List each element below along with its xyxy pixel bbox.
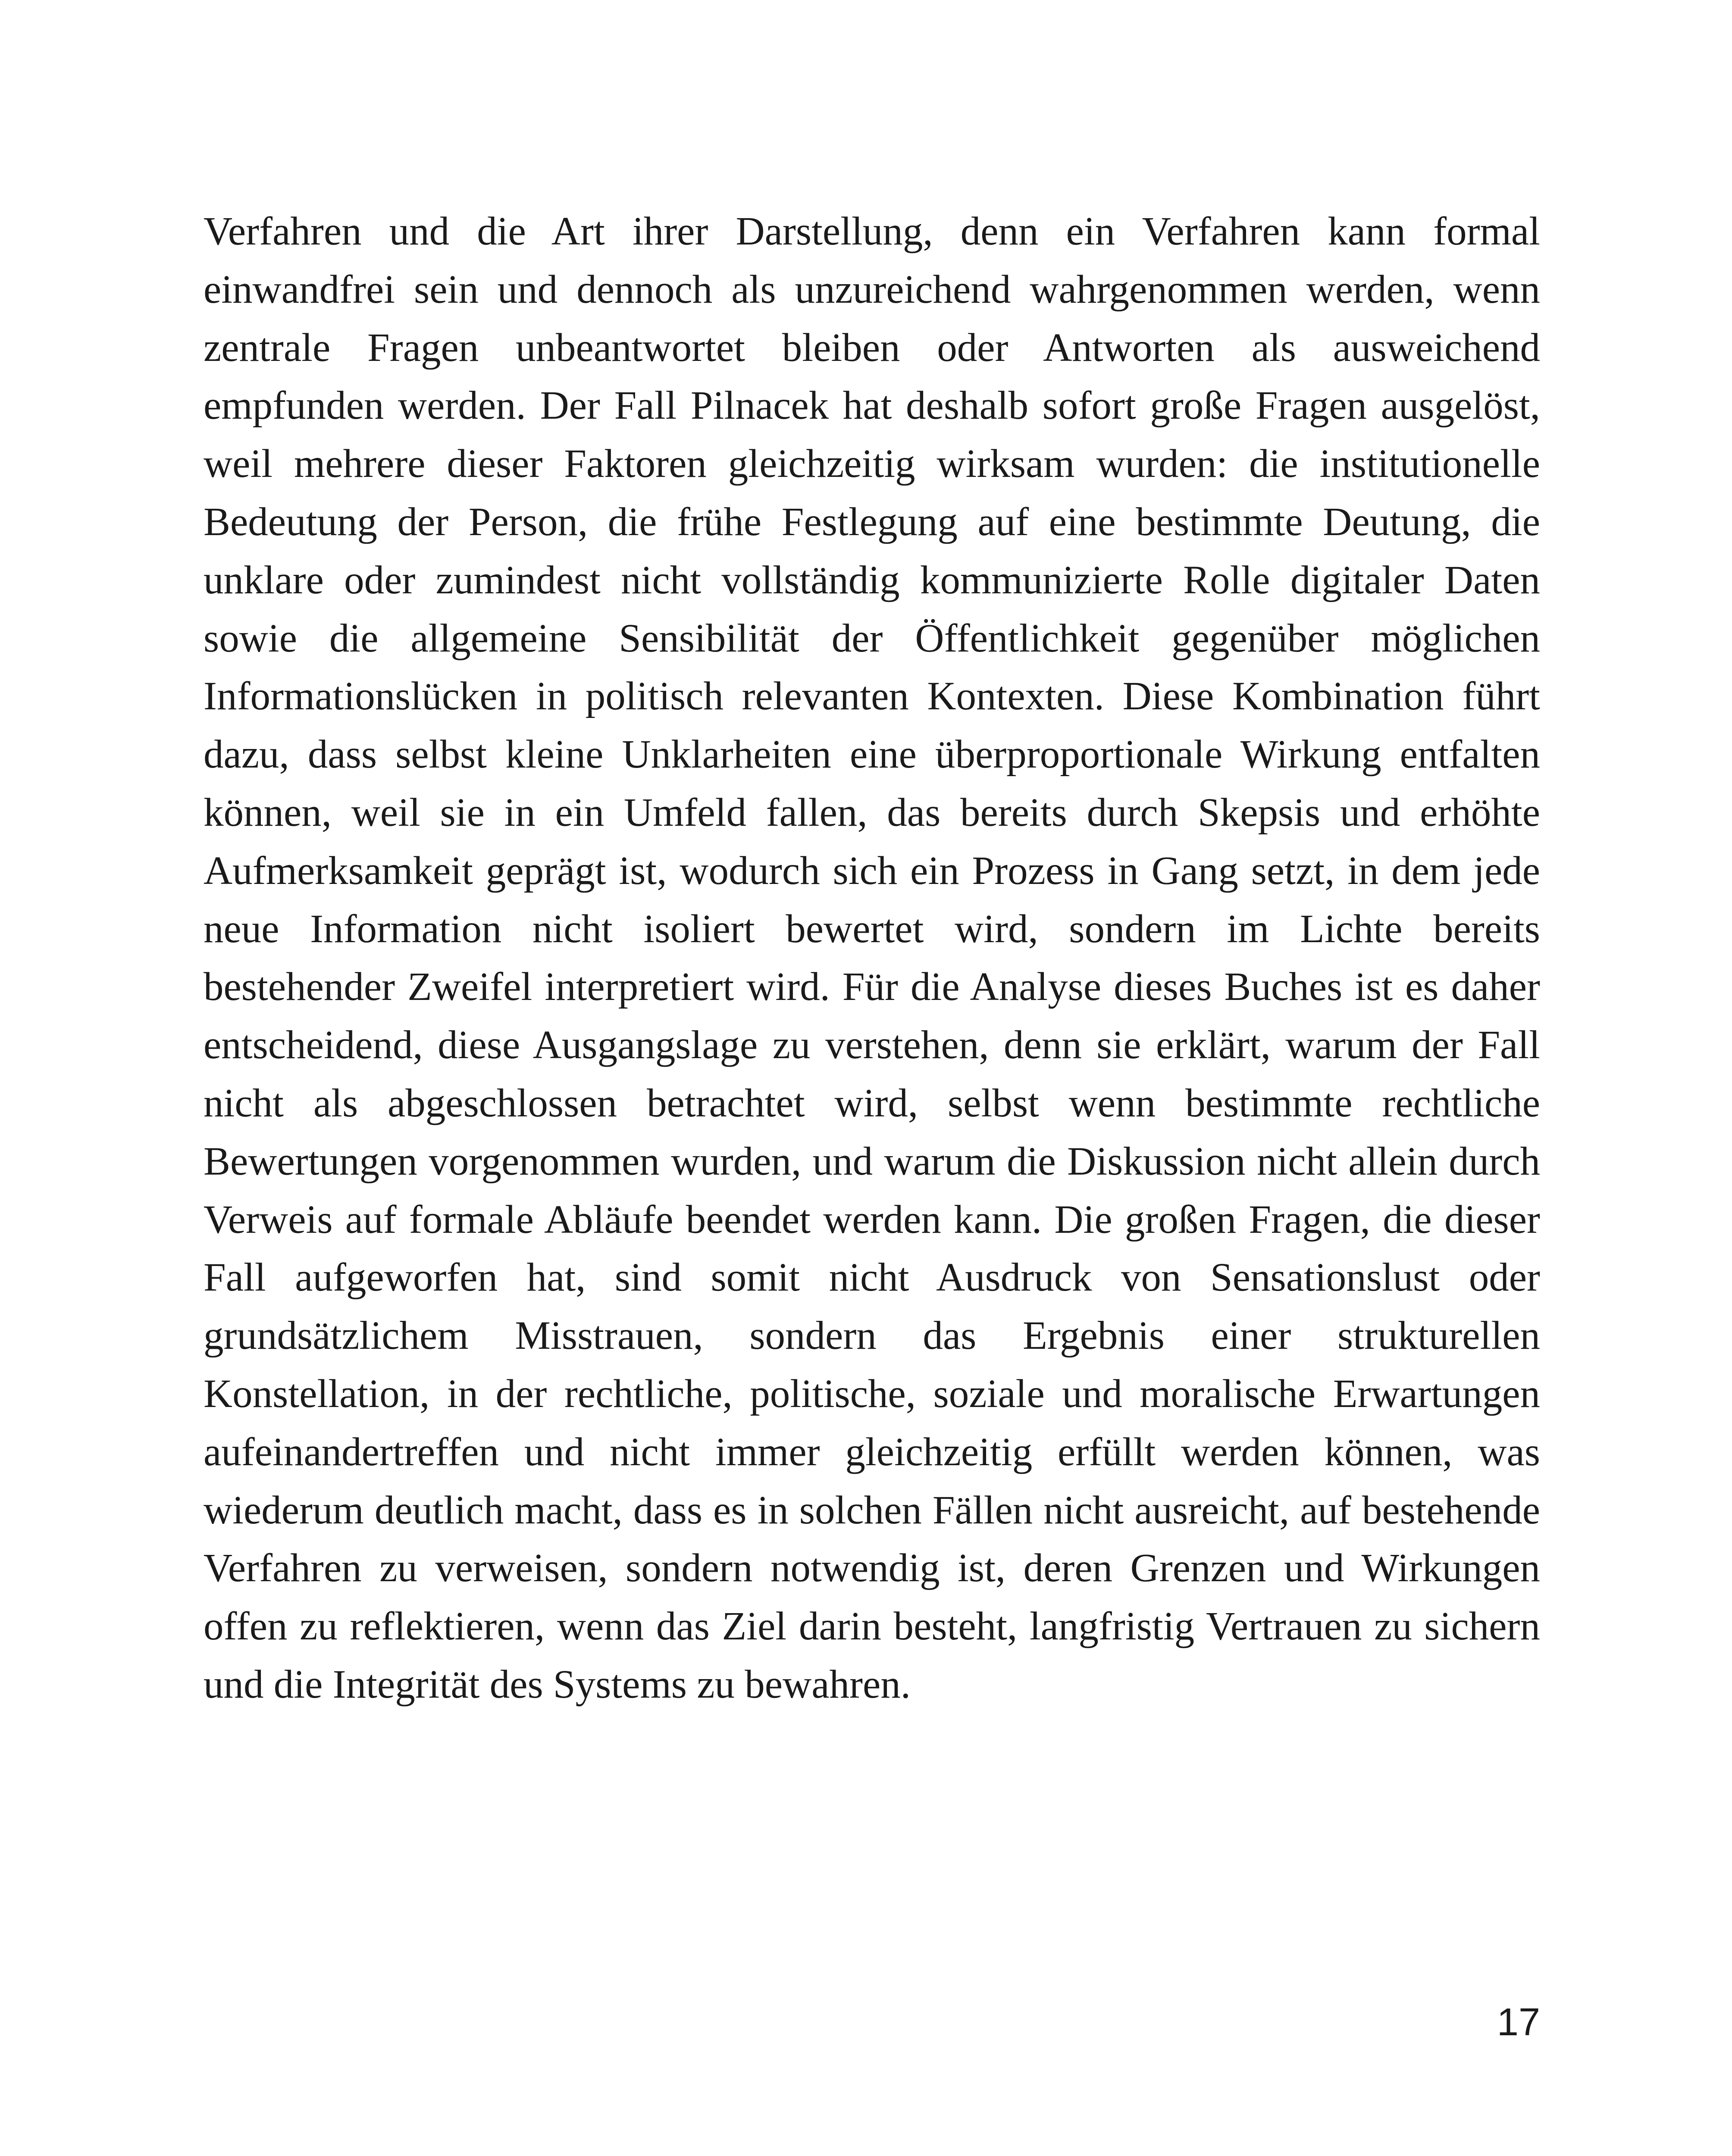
body-paragraph: Verfahren und die Art ihrer Darstellung, denn ein Verfahren kann formal einwandfrei sein und dennoch als unzureichend wahrgenommen werden, wenn zentrale Fragen unbeantwortet bleiben oder Antworten als ausweichend empfunden werden. Der Fall Pilnacek hat deshalb sofort große Fragen ausgelöst, weil mehrere dieser Faktoren gleichzeitig wirksam wurden: die institutionelle Bedeutung der Person, die frühe Festlegung auf eine bestimmte Deutung, die unklare oder zumindest nicht vollständig kommunizierte Rolle digitaler Daten sowie die allgemeine Sensibilität der Öffentlichkeit gegenüber möglichen Informationslücken in politisch relevanten Kontexten. Diese Kombination führt dazu, dass selbst kleine Unklarheiten eine überproportionale Wirkung entfalten können, weil sie in ein Umfeld fallen, das bereits durch Skepsis und erhöhte Aufmerksamkeit geprägt ist, wodurch sich ein Prozess in Gang setzt, in dem jede neue Information nicht isoliert bewertet wird, sondern im Lichte bereits bestehender Zweifel interpretiert wird. Für die Analyse dieses Buches ist es daher entscheidend, diese Ausgangslage zu verstehen, denn sie erklärt, warum der Fall nicht als abgeschlossen betrachtet wird, selbst wenn bestimmte rechtliche Bewertungen vorgenommen wurden, und warum die Diskussion nicht allein durch Verweis auf formale Abläufe beendet werden kann. Die großen Fragen, die dieser Fall aufgeworfen hat, sind somit nicht Ausdruck von Sensationslust oder grundsätzlichem Misstrauen, sondern das Ergebnis einer strukturellen Konstellation, in der rechtliche, politische, soziale und moralische Erwartungen aufeinandertreffen und nicht immer gleichzeitig erfüllt werden können, was wiederum deutlich macht, dass es in solchen Fällen nicht ausreicht, auf bestehende Verfahren zu verweisen, sondern notwendig ist, deren Grenzen und Wirkungen offen zu reflektieren, wenn das Ziel darin besteht, langfristig Vertrauen zu sichern und die Integrität des Systems zu bewahren. xyxy=(204,209,1540,1707)
page-number: 17 xyxy=(1497,2001,1540,2044)
